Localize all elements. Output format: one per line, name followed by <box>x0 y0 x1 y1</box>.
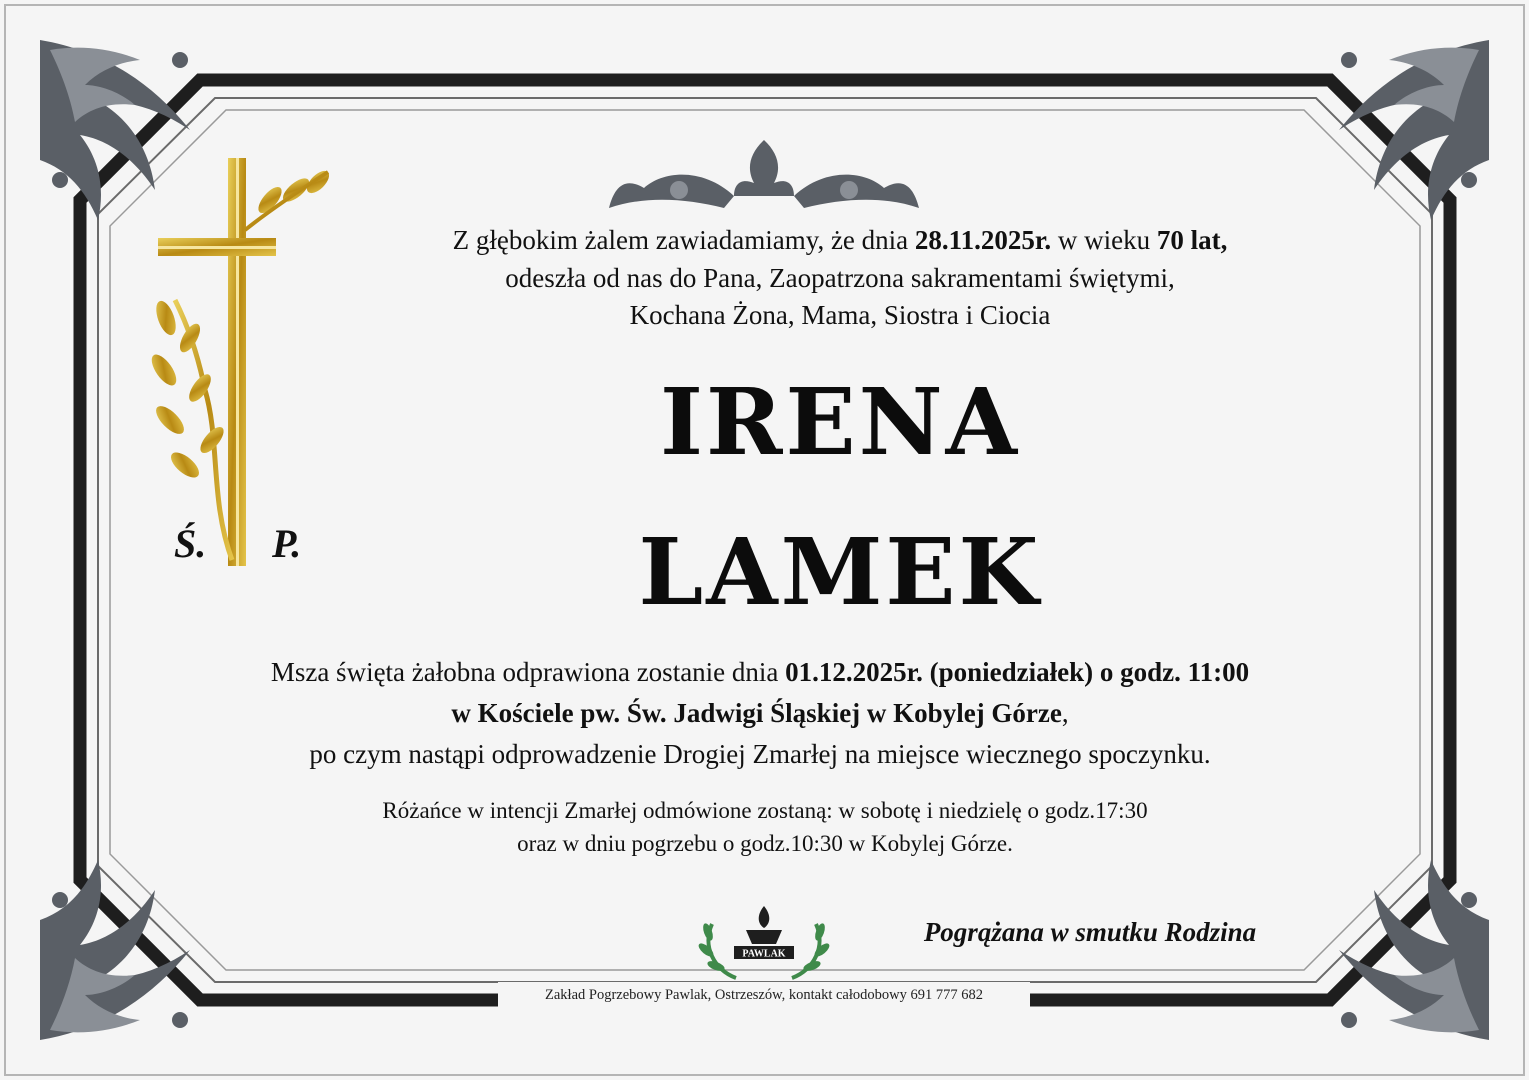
funeral-home-footer: Zakład Pogrzebowy Pawlak, Ostrzeszów, kontakt całodobowy 691 777 682 <box>498 982 1030 1008</box>
top-ornament-icon <box>609 140 919 208</box>
church-name: w Kościele pw. Św. Jadwigi Śląskiej w Kobylej Górze <box>451 698 1062 728</box>
mass-info <box>140 652 1380 775</box>
abbrev-right: P. <box>272 521 302 566</box>
mass-line-1 <box>140 652 1380 693</box>
rosary-line-1: Różańce w intencji Zmarłej odmówione zostaną: w sobotę i niedzielę o godz.17:30 <box>382 798 1148 823</box>
mass-line-3: po czym nastąpi odprowadzenie Drogiej Zmarłej na miejsce wiecznego spoczynku. <box>309 739 1211 769</box>
first-name: IRENA <box>659 368 1021 476</box>
last-name: LAMEK <box>638 518 1042 626</box>
intro-line-2: odeszła od nas do Pana, Zaopatrzona sakramentami świętymi, <box>505 262 1175 293</box>
rosary-line-2: oraz w dniu pogrzebu o godz.10:30 w Kobylej Górze. <box>517 831 1013 856</box>
urn-flame-laurel-icon <box>697 906 832 978</box>
intro-line-1 <box>340 222 1340 260</box>
announcement-intro <box>340 222 1340 335</box>
logo-name: PAWLAK <box>742 948 786 960</box>
intro-line-3: Kochana Żona, Mama, Siostra i Ciocia <box>629 300 1051 330</box>
death-date: 28.11.2025r. <box>914 225 1052 255</box>
mass-date-time: 01.12.2025r. (poniedziałek) o godz. 11:00 <box>785 657 1250 687</box>
mass-line-2 <box>140 693 1380 734</box>
mass-line2-tail: , <box>1061 698 1069 728</box>
rosary-info <box>240 794 1290 860</box>
intro-line1-mid: w wieku <box>1057 225 1157 255</box>
family-signature: Pogrążana w smutku Rodzina <box>923 917 1257 947</box>
abbrev-left: Ś. <box>174 521 207 566</box>
intro-line1-pre: Z głębokim żalem zawiadamiamy, że dnia <box>452 225 915 255</box>
cross-with-olive-branch-icon <box>147 158 333 566</box>
mass-line1-pre: Msza święta żałobna odprawiona zostanie dnia <box>270 657 786 687</box>
age: 70 lat, <box>1156 225 1228 255</box>
